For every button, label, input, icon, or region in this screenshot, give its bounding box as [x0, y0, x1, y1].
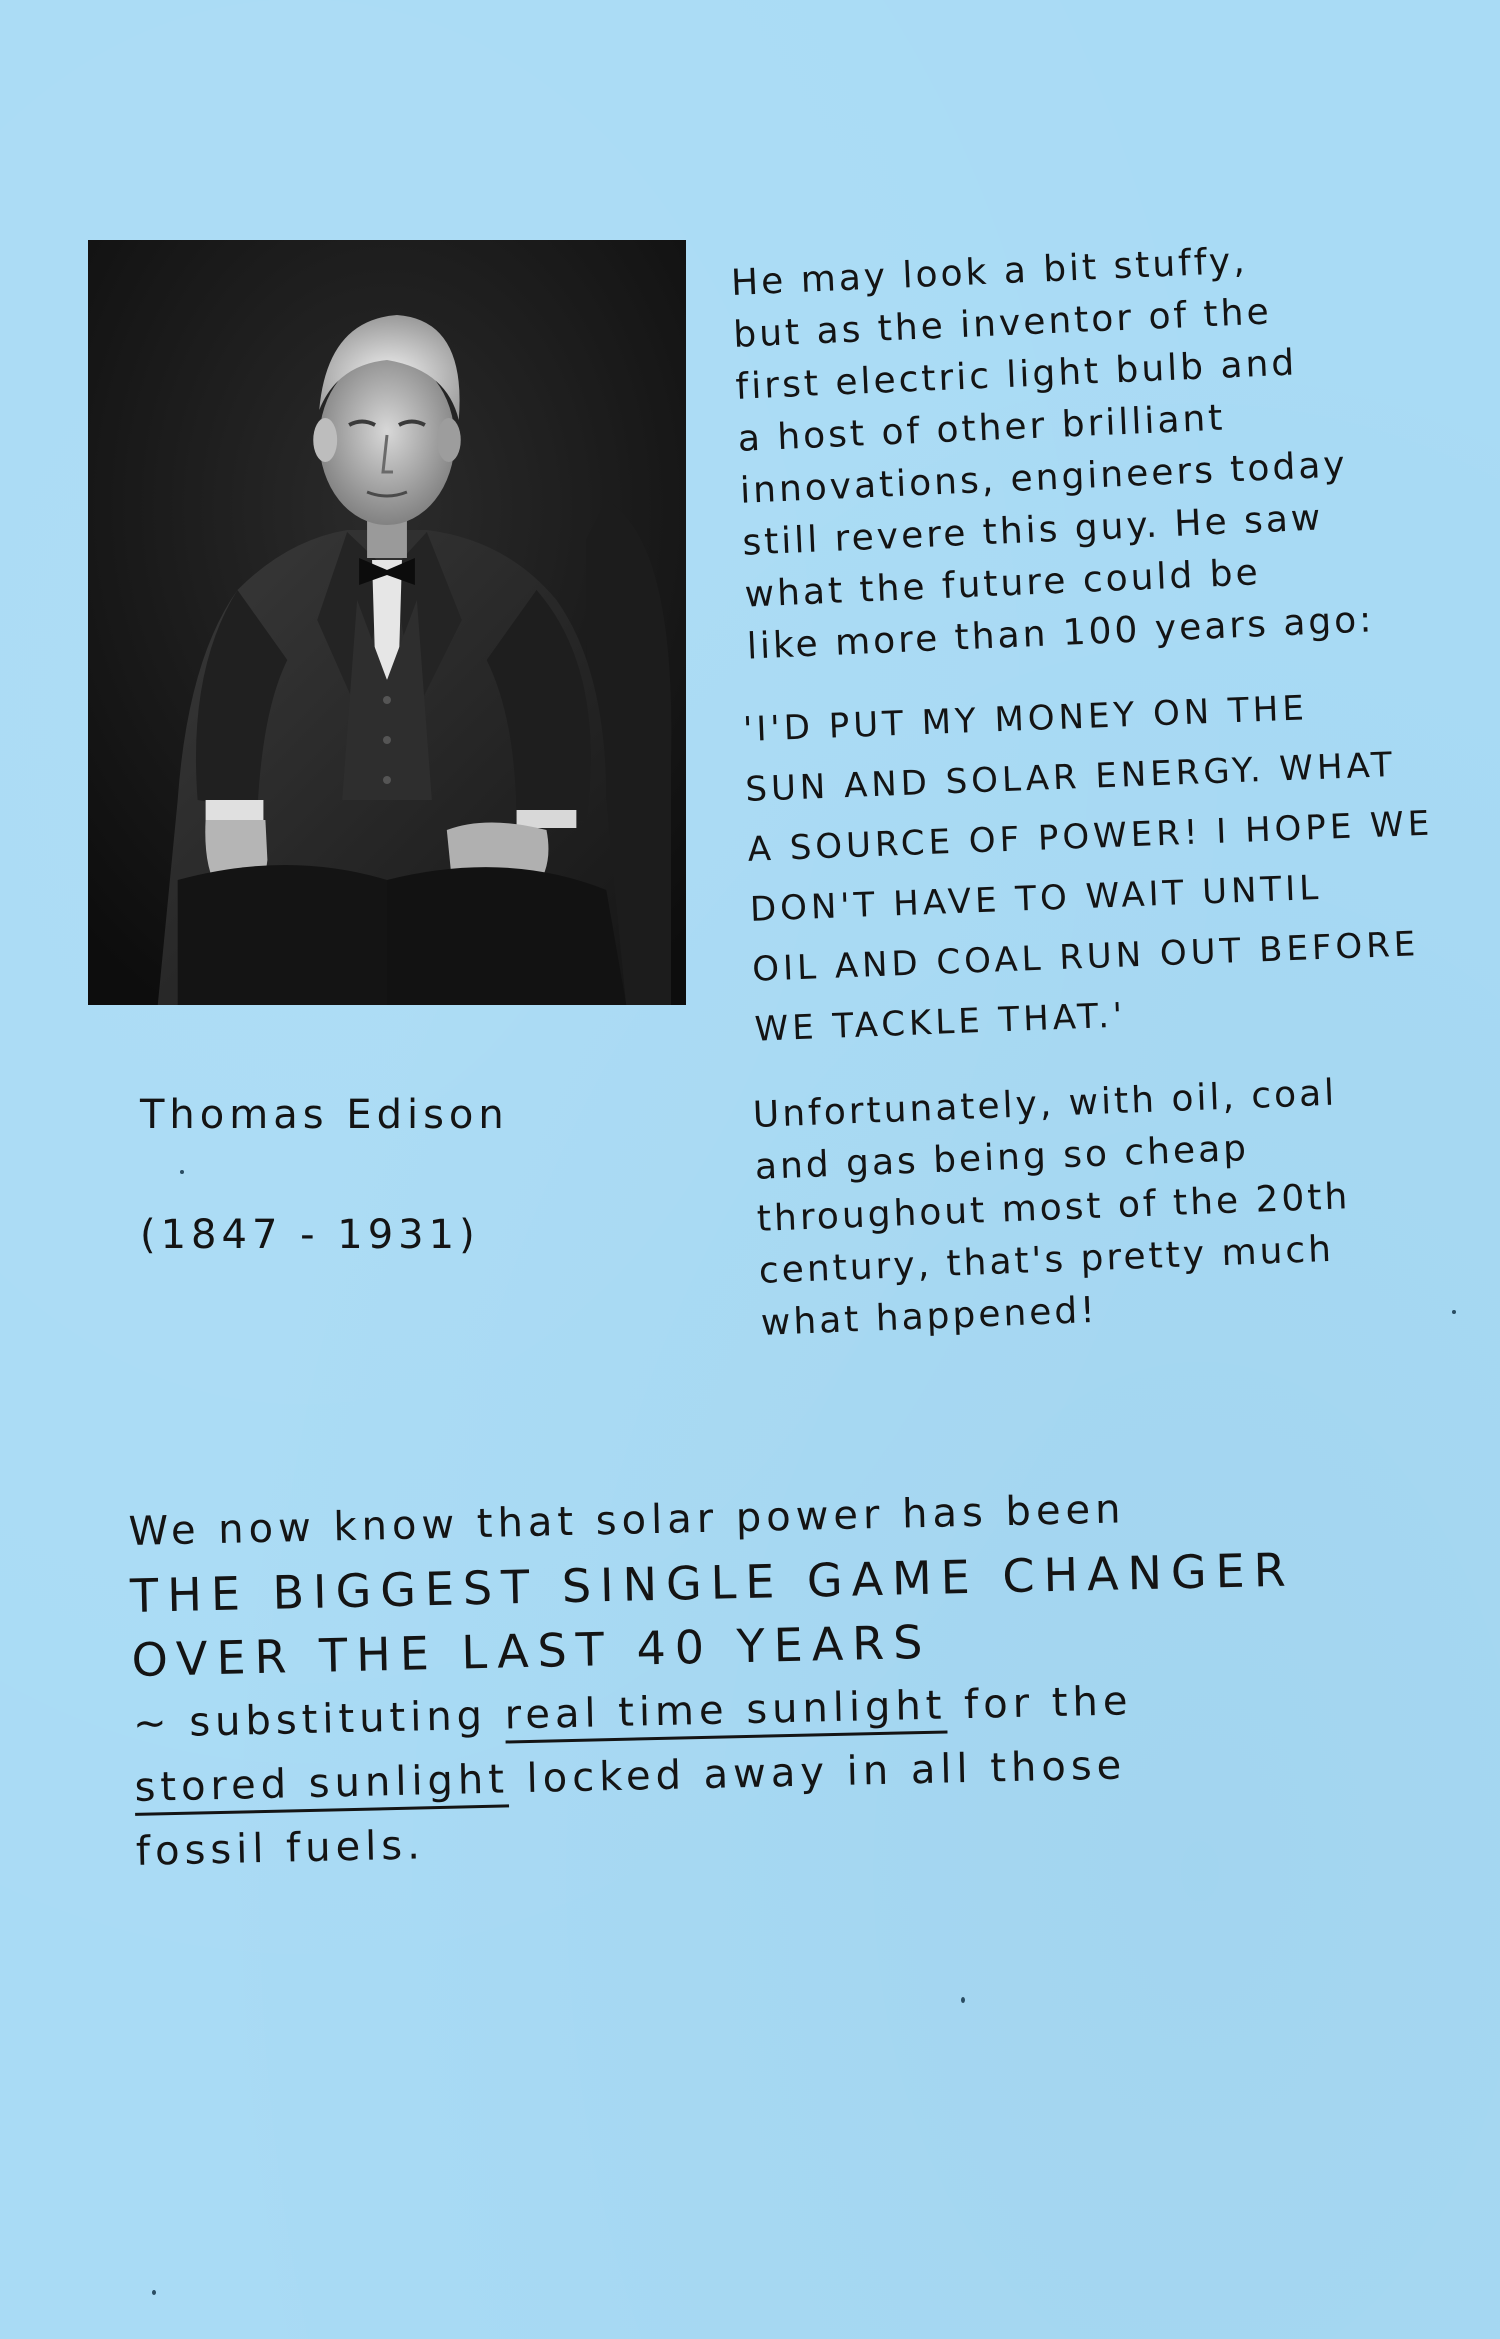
line5-suffix: locked away in all those [508, 1742, 1127, 1803]
photo-caption [140, 1025, 509, 1265]
underlined-stored-sunlight: stored sunlight [134, 1756, 510, 1815]
conclusion-line-6: fossil fuels. [135, 1822, 426, 1875]
intro-paragraph: He may look a bit stuffy, but as the inventor of the first electric light bulb and a host of other brilliant innovations, engineers today still revere this guy. He saw what the future could be like more than 100 years ago: [730, 240, 1376, 668]
edison-quote: 'I'D PUT MY MONEY ON THE SUN AND SOLAR ENERGY. WHAT A SOURCE OF POWER! I HOPE WE DON'T HAVE TO WAIT UNTIL OIL AND COAL RUN OUT BEFORE WE TACKLE THAT.' [742, 688, 1434, 1050]
edison-portrait-photo [88, 240, 686, 1005]
underlined-real-time-sunlight: real time sunlight [504, 1682, 947, 1743]
conclusion-line-3: OVER THE LAST 40 YEARS [131, 1614, 932, 1687]
conclusion-line-2: THE BIGGEST SINGLE GAME CHANGER [129, 1542, 1296, 1623]
outro-paragraph: Unfortunately, with oil, coal and gas being so cheap throughout most of the 20th century, that's pretty much what happened! [752, 1072, 1351, 1344]
line4-suffix: for the [945, 1678, 1133, 1729]
paper-speck [152, 2290, 156, 2295]
portrait-illustration [88, 240, 686, 1005]
caption-name: Thomas Edison [140, 1092, 509, 1138]
paper-speck [961, 1997, 965, 2003]
conclusion-block [128, 1473, 1336, 1884]
paper-speck [1452, 1310, 1456, 1314]
conclusion-line-1: We now know that solar power has been [128, 1486, 1126, 1555]
line4-prefix: ~ substituting [132, 1692, 506, 1747]
caption-years: (1847 - 1931) [140, 1212, 480, 1258]
paper-speck [180, 1170, 184, 1174]
